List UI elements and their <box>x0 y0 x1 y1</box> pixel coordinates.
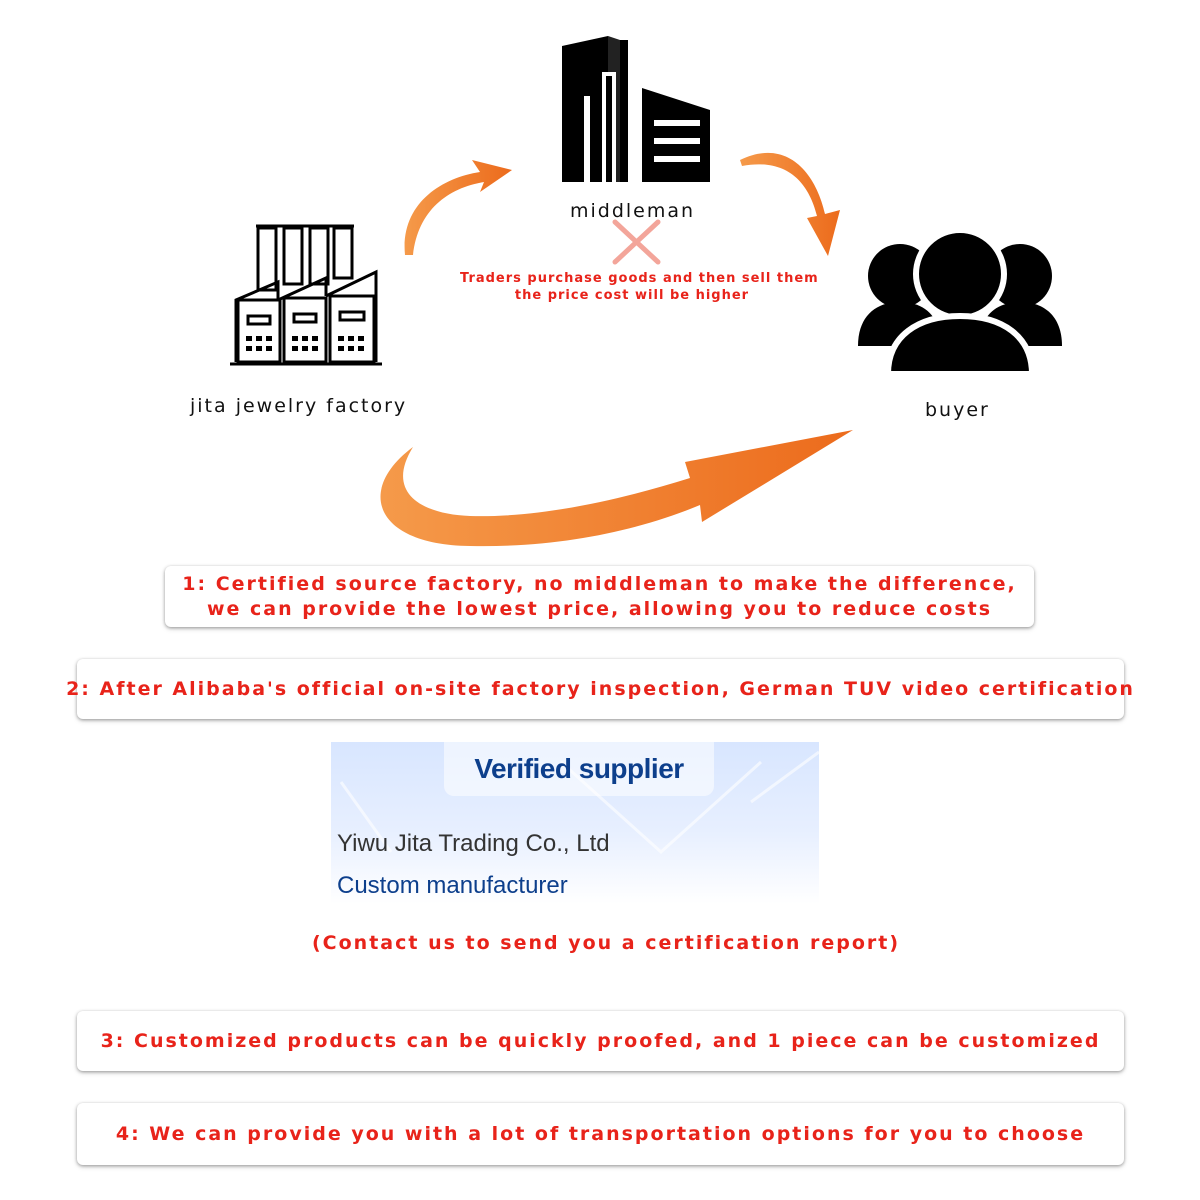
factory-label: jita jewelry factory <box>190 395 408 417</box>
factory-icon <box>228 224 384 368</box>
group-icon <box>858 224 1062 378</box>
point-1-line1: 1: Certified source factory, no middleman to make the difference, <box>182 572 1017 595</box>
arrow-factory-to-buyer <box>380 430 853 546</box>
verified-title: Verified supplier <box>474 753 684 784</box>
middleman-note-line1: Traders purchase goods and then sell them <box>460 271 819 286</box>
point-text-4: 4: We can provide you with a lot of transportation options for you to choose <box>115 1122 1086 1145</box>
middleman-note-line2: the price cost will be higher <box>514 288 750 303</box>
buyer-label: buyer <box>925 399 990 421</box>
arrow-middleman-to-buyer <box>740 153 840 256</box>
contact-note: (Contact us to send you a certification report) <box>312 932 901 954</box>
building-icon <box>562 36 710 182</box>
point-text-3: 3: Customized products can be quickly proofed, and 1 piece can be customized <box>100 1029 1101 1052</box>
point-card-3 <box>77 1011 1124 1071</box>
verified-supplier-badge <box>331 742 819 904</box>
point-card-2 <box>66 659 1135 719</box>
point-text-2: 2: After Alibaba's official on-site factory inspection, German TUV video certification <box>66 677 1135 700</box>
company-name: Yiwu Jita Trading Co., Ltd <box>337 830 610 857</box>
point-card-1 <box>165 566 1034 627</box>
point-text-1 <box>182 572 1016 622</box>
arrow-factory-to-middleman <box>405 160 512 255</box>
cross-icon <box>615 222 658 262</box>
middleman-note <box>460 270 819 304</box>
verified-title-pill <box>444 742 714 796</box>
point-card-4 <box>77 1103 1124 1165</box>
middleman-label: middleman <box>570 200 696 222</box>
point-1-line2: we can provide the lowest price, allowing you to reduce costs <box>206 597 993 620</box>
company-type: Custom manufacturer <box>337 872 568 899</box>
